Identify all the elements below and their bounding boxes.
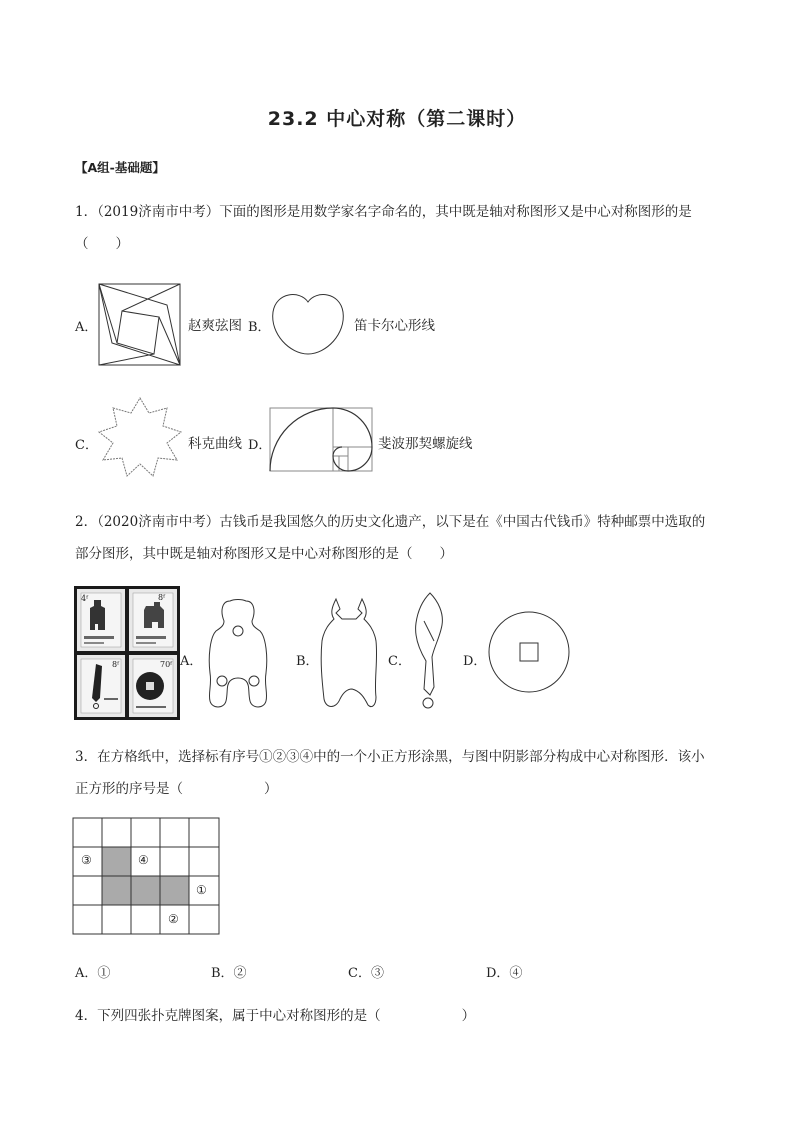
koch-snowflake-figure <box>97 396 183 482</box>
cardioid-figure <box>270 290 346 356</box>
round-coin-figure <box>487 610 571 694</box>
question-2-text <box>75 506 725 570</box>
spade-coin-figure <box>202 597 274 713</box>
zhao-shuang-diagram-figure <box>98 283 182 367</box>
question-4-text <box>75 1000 725 1032</box>
q1-option-a-letter: A． <box>75 320 98 335</box>
q3-answer-a: A．① <box>75 966 111 981</box>
q1-option-c-caption: 科克曲线 <box>188 436 242 452</box>
q2-option-d-letter: D． <box>463 654 487 669</box>
stamp-4-value: 70ᶠ <box>160 660 172 669</box>
question-1-line1: 1．（2019济南市中考）下面的图形是用数学家名字命名的，其中既是轴对称图形又是中心对称图形的是 <box>75 204 692 220</box>
q1-option-c-letter: C． <box>75 438 98 453</box>
q1-option-d-caption: 斐波那契螺旋线 <box>378 436 473 452</box>
stamp-1-value: 4ᶠ <box>81 594 88 603</box>
knife-coin-figure <box>410 591 446 715</box>
fibonacci-spiral-figure <box>269 407 373 473</box>
question-2-line1: 2．（2020济南市中考）古钱币是我国悠久的历史文化遗产，以下是在《中国古代钱币》特种邮票中选取的 <box>75 514 706 530</box>
q2-option-c-letter: C． <box>388 654 411 669</box>
question-3-line2: 正方形的序号是（ ） <box>75 781 278 797</box>
question-1-line2: （ ） <box>75 236 129 252</box>
page-title: 23.2 中心对称（第二课时） <box>267 108 527 130</box>
stamp-top-right <box>129 589 177 651</box>
grid-label-3: ③ <box>81 853 92 867</box>
q1-option-a-caption: 赵爽弦图 <box>188 318 242 334</box>
stamp-3-value: 8ᶠ <box>112 660 119 669</box>
q1-option-b-caption: 笛卡尔心形线 <box>354 318 435 334</box>
q1-option-b-letter: B． <box>248 320 271 335</box>
question-4-line1: 4．下列四张扑克牌图案，属于中心对称图形的是（ ） <box>75 1008 476 1024</box>
grid-label-1: ① <box>196 883 207 897</box>
question-3-text <box>75 741 725 805</box>
q3-answer-c: C．③ <box>348 966 384 981</box>
pointed-spade-coin-figure <box>318 597 380 713</box>
stamps-image <box>74 586 180 720</box>
q3-answer-d: D．④ <box>486 966 523 981</box>
square-grid-figure <box>72 818 222 938</box>
grid-label-4: ④ <box>138 853 149 867</box>
question-3-line1: 3．在方格纸中，选择标有序号①②③④中的一个小正方形涂黑，与图中阴影部分构成中心对称图形．该小 <box>75 749 705 765</box>
q2-option-a-letter: A． <box>180 654 203 669</box>
q2-option-b-letter: B． <box>296 654 319 669</box>
q3-answer-b: B．② <box>211 966 247 981</box>
stamp-2-value: 8ᶠ <box>158 593 165 602</box>
grid-label-2: ② <box>168 912 179 926</box>
question-1-text <box>75 196 725 260</box>
question-2-line2: 部分图形，其中既是轴对称图形又是中心对称图形的是（ ） <box>75 546 453 562</box>
q1-option-d-letter: D． <box>248 438 272 453</box>
group-label: 【A组-基础题】 <box>75 160 165 175</box>
